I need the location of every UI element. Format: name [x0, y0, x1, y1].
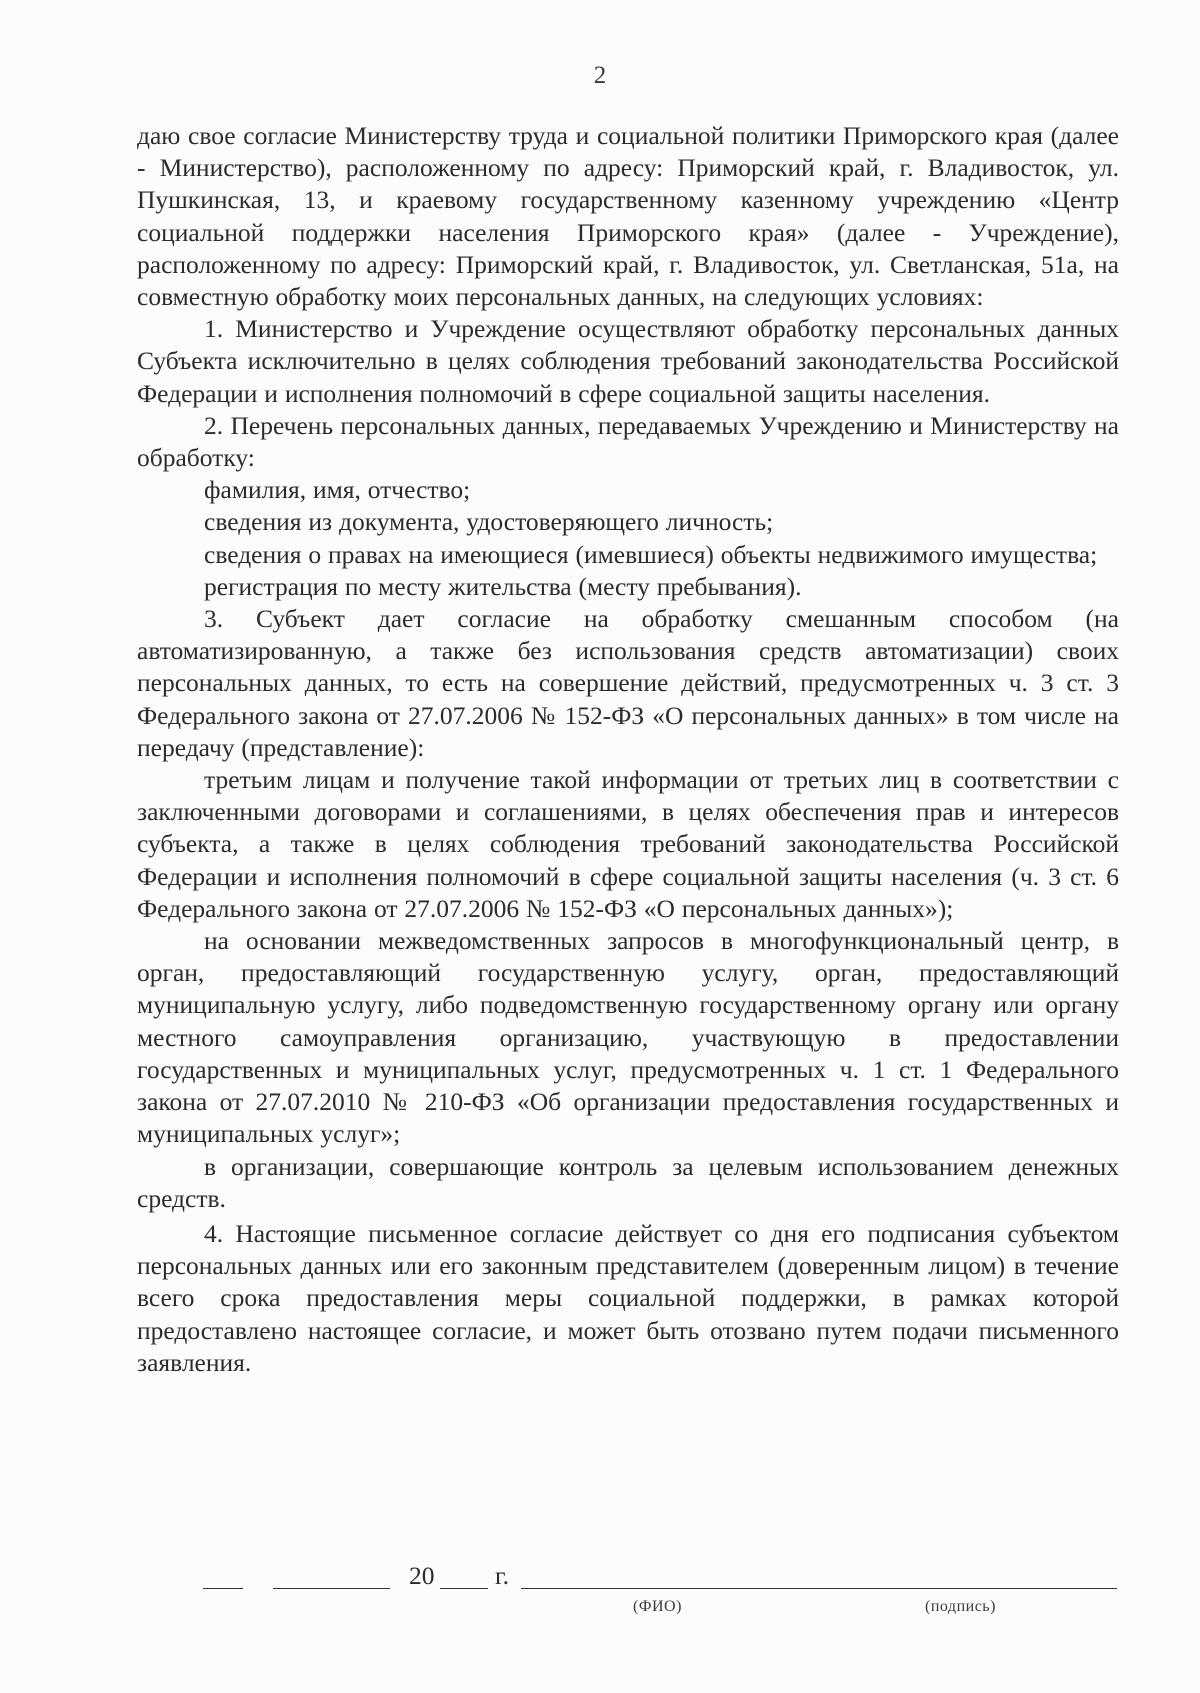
data-list-item-id-document: сведения из документа, удостоверяющего личность; [204, 507, 774, 537]
transfer-third-parties-paragraph: третьим лицам и получение такой информации от третьих лиц в соответствии с заключенными договорами и соглашениями, в целях обеспечения прав и интересов субъекта, а также в целях соблюдения требований законодательства Российской Федерации и исполнения полномочий в сфере социальной защиты населения (ч. 3 ст. 6 Федерального закона от 27.07.2006 № 152-ФЗ «О персональных данных»); [137, 765, 1119, 923]
data-list-item-property-rights: сведения о правах на имеющиеся (имевшиеся) объекты недвижимого имущества; [204, 539, 1098, 569]
transfer-interagency-paragraph: на основании межведомственных запросов в многофункциональный центр, в орган, предоставляющий государственную услугу, орган, предоставляющий муниципальную услугу, либо подведомственную государственному органу или органу местного самоуправления организацию, участвующую в предоставлении государственных и муниципальных услуг, предусмотренных ч. 1 ст. 1 Федерального закона от 27.07.2010 № 210-ФЗ «Об организации предоставления государственных и муниципальных услуг»; [137, 926, 1119, 1149]
year-blank [440, 1560, 488, 1589]
clause-3-paragraph: 3. Субъект дает согласие на обработку смешанным способом (на автоматизированную, а также без использования средств автоматизации) своих персональных данных, то есть на совершение действий, предусмотренных ч. 3 ст. 3 Федерального закона от 27.07.2006 № 152-ФЗ «О персональных данных» в том числе на передачу (представление): [137, 604, 1119, 762]
clause-2-paragraph: 2. Перечень персональных данных, передаваемых Учреждению и Министерству на обработку: [137, 410, 1119, 473]
signature-line [0, 1560, 1200, 1630]
data-list-item-name: фамилия, имя, отчество; [204, 475, 471, 505]
data-list-item-registration: регистрация по месту жительства (месту пребывания). [204, 571, 802, 601]
day-blank [203, 1560, 243, 1589]
fio-signature-blank [521, 1560, 1117, 1589]
page-number: 2 [593, 62, 607, 89]
transfer-control-organizations-paragraph: в организации, совершающие контроль за целевым использованием денежных средств. [137, 1151, 1119, 1213]
month-blank [273, 1560, 390, 1589]
clause-1-paragraph: 1. Министерство и Учреждение осуществляют обработку персональных данных Субъекта исключительно в целях соблюдения требований законодательства Российской Федерации и исполнения полномочий в сфере социальной защиты населения. [137, 314, 1119, 408]
clause-4-paragraph: 4. Настоящие письменное согласие действует со дня его подписания субъектом персональных данных или его законным представителем (доверенным лицом) в течение всего срока предоставления меры социальной поддержки, в рамках которой предоставлено настоящее согласие, и может быть отозвано путем подачи письменного заявления. [137, 1218, 1119, 1377]
year-prefix: 20 [409, 1561, 435, 1590]
signature-caption: (подпись) [925, 1598, 996, 1615]
document-body [137, 120, 1119, 1379]
consent-intro-paragraph: даю свое согласие Министерству труда и социальной политики Приморского края (далее - Министерство), расположенному по адресу: Приморский край, г. Владивосток, ул. Пушкинская, 13, и краевому государственному казенному учреждению «Центр социальной поддержки населения Приморского края» (далее - Учреждение), расположенному по адресу: Приморский край, г. Владивосток, ул. Светланская, 51а, на совместную обработку моих персональных данных, на следующих условиях: [137, 121, 1119, 312]
year-suffix: г. [495, 1561, 509, 1590]
fio-caption: (ФИО) [633, 1598, 682, 1615]
